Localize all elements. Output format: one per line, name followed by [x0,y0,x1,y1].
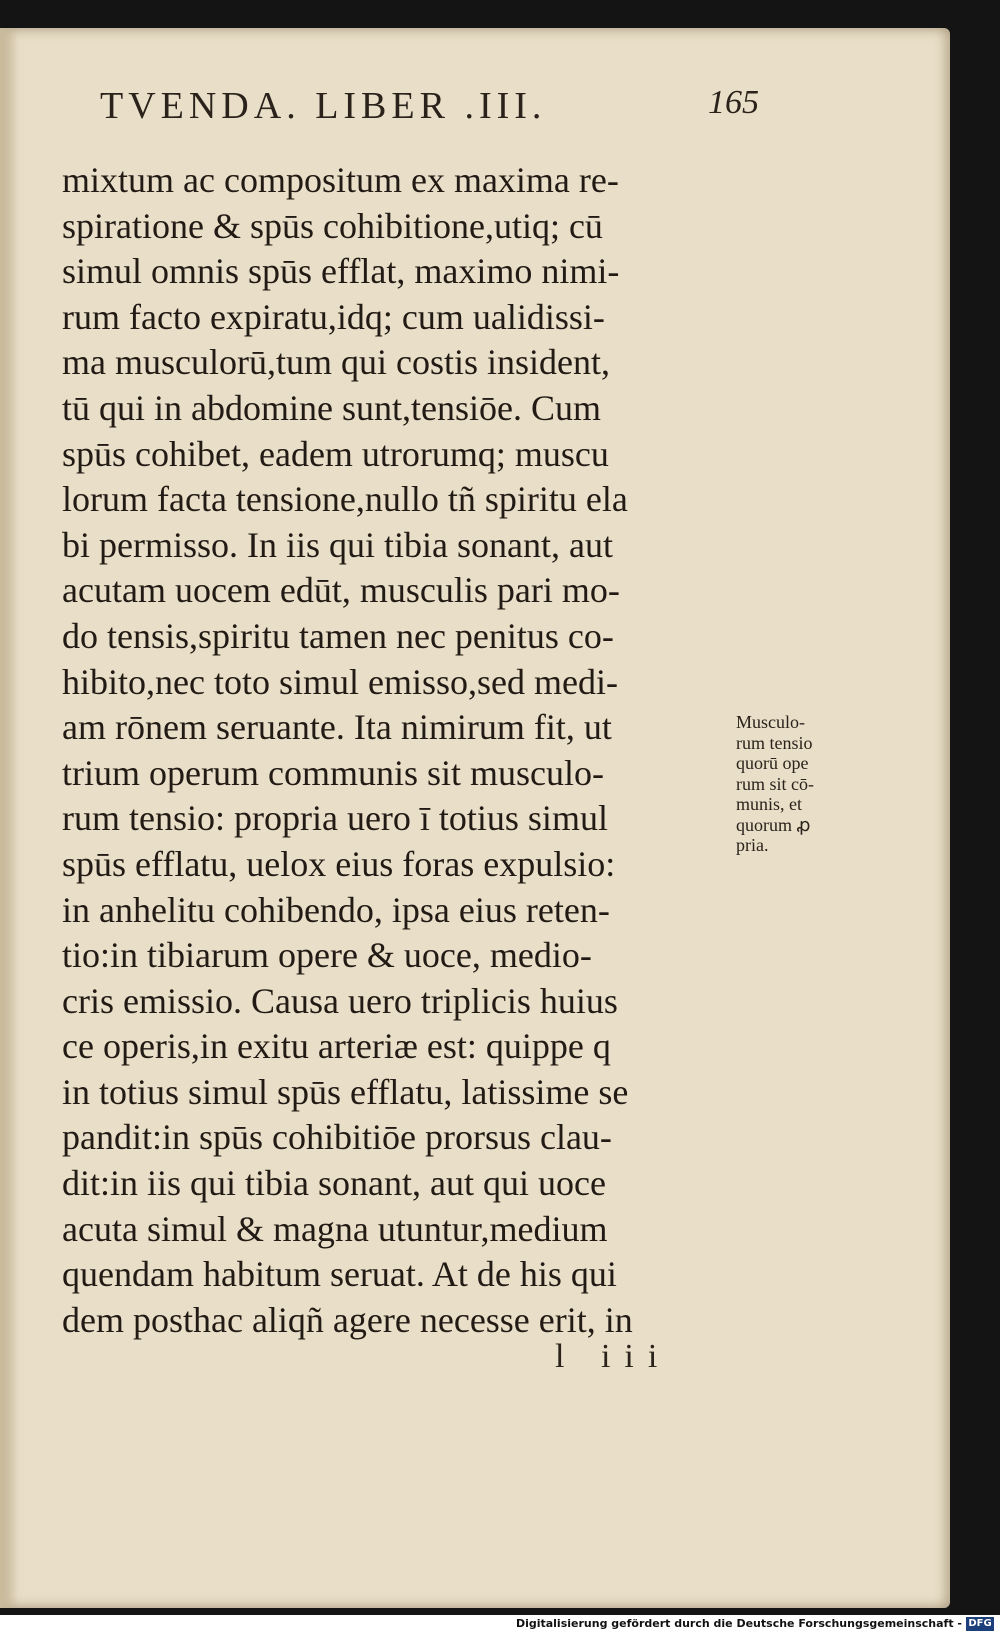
margin-note-line: munis, et [736,794,802,814]
text-line: mixtum ac compositum ex maxima re- [62,160,619,200]
margin-note-line: Musculo- [736,712,805,732]
text-line: rum tensio: propria uero ī totius simul [62,798,608,839]
text-line: dit:in iis qui tibia sonant, aut qui uoce [62,1163,606,1204]
text-line: acutam uocem edūt, musculis pari mo- [62,570,620,611]
text-line: bi permisso. In iis qui tibia sonant, aut [62,524,613,565]
margin-note-line: rum tensio [736,732,813,753]
dfg-logo: DFG [966,1617,994,1631]
text-line: dem posthac aliqñ agere necesse erit, in [62,1299,633,1340]
text-line: tū qui in abdomine sunt,tensiōe. Cum [62,387,601,428]
text-line: in anhelitu cohibendo, ipsa eius reten- [62,889,610,930]
text-line: pandit:in spūs cohibitiōe prorsus clau- [62,1117,612,1158]
body-text [62,158,752,1343]
text-line: hibito,nec toto simul emisso,sed medi- [62,661,618,702]
text-line: acuta simul & magna utuntur,medium [62,1208,608,1249]
margin-note-line: rum sit cō- [736,773,814,794]
digitization-credit: Digitalisierung gefördert durch die Deutsche Forschungsgemeinschaft - [515,1617,962,1630]
margin-note-line: pria. [736,835,769,855]
margin-note [736,712,866,856]
text-line: lorum facta tensione,nullo tñ spiritu ela [62,479,628,520]
text-line: spūs cohibet, eadem utrorumq; muscu [62,433,609,474]
text-line: trium operum communis sit musculo- [62,752,604,793]
signature-mark: l iii [555,1338,672,1375]
text-line: simul omnis spūs efflat, maximo nimi- [62,251,620,292]
text-line: ce operis,in exitu arteriæ est: quippe q [62,1026,611,1067]
text-line: rum facto expiratu,idq; cum ualidissi- [62,296,605,337]
text-line: ma musculorū,tum qui costis insident, [62,342,610,383]
page-gutter-shadow [0,28,18,1608]
text-line: do tensis,spiritu tamen nec penitus co- [62,615,614,656]
text-line: tio:in tibiarum opere & uoce, medio- [62,935,592,976]
text-line: quendam habitum seruat. At de his qui [62,1254,617,1295]
page-number: 165 [708,84,759,121]
running-head: TVENDA. LIBER .III. [100,85,547,127]
text-line: in totius simul spūs efflatu, latissime se [62,1071,629,1112]
text-line: spūs efflatu, uelox eius foras expulsio: [62,843,616,884]
margin-note-line: quorū ope [736,753,809,773]
text-line: spiratione & spūs cohibitione,utiq; cū [62,205,603,246]
margin-note-line: quorum ꝓ [736,814,811,835]
text-line: cris emissio. Causa uero triplicis huius [62,980,618,1021]
text-line: am rōnem seruante. Ita nimirum fit, ut [62,707,612,748]
